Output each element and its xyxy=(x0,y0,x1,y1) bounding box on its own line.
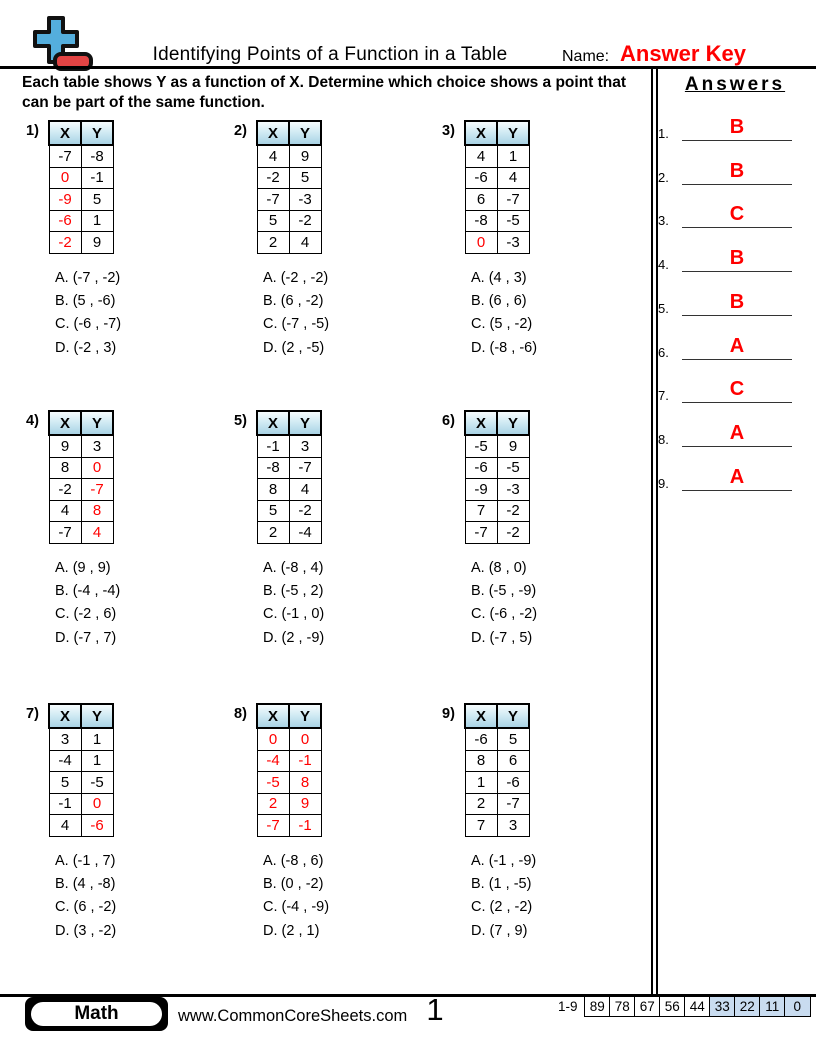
x-value-cell: 0 xyxy=(49,167,81,189)
answer-item xyxy=(658,281,798,317)
y-value-cell: 9 xyxy=(289,793,321,815)
table-row xyxy=(49,522,113,544)
column-header-y: Y xyxy=(81,121,113,145)
answer-blank-line xyxy=(682,271,792,272)
data-table xyxy=(48,120,114,254)
choice-item: A. (9 , 9) xyxy=(55,559,111,576)
column-header-x: X xyxy=(465,121,497,145)
table-row xyxy=(465,500,529,522)
x-value-cell: -6 xyxy=(465,167,497,189)
problem-body xyxy=(48,703,116,943)
choice-item: B. (6 , -2) xyxy=(263,292,324,309)
choices-list xyxy=(48,557,120,651)
y-value-cell: -2 xyxy=(289,500,321,522)
answer-letter: C xyxy=(729,203,745,226)
choice-item: C. (-2 , 6) xyxy=(55,606,117,623)
answer-letter: C xyxy=(729,378,745,401)
y-value-cell: 1 xyxy=(81,210,113,232)
y-value-cell: -3 xyxy=(497,232,529,254)
y-value-cell: -6 xyxy=(81,815,113,837)
x-value-cell: -1 xyxy=(49,793,81,815)
problem-body xyxy=(48,410,120,650)
x-value-cell: 1 xyxy=(465,772,497,794)
y-value-cell: -3 xyxy=(289,189,321,211)
table-row xyxy=(49,772,113,794)
x-value-cell: 7 xyxy=(465,815,497,837)
choices-list xyxy=(464,267,537,361)
answer-blank-line xyxy=(682,490,792,491)
choice-item: A. (-8 , 6) xyxy=(263,852,324,869)
choice-item: C. (2 , -2) xyxy=(471,899,533,916)
x-value-cell: -8 xyxy=(257,457,289,479)
column-header-y: Y xyxy=(289,704,321,728)
choices-list xyxy=(48,850,116,944)
y-value-cell: 9 xyxy=(497,435,529,457)
table-row xyxy=(257,167,321,189)
instructions-text: Each table shows Y as a function of X. Determine which choice shows a point that can be part of the same function. xyxy=(22,74,627,111)
answer-number: 1. xyxy=(658,126,669,141)
table-row xyxy=(257,750,321,772)
table-row xyxy=(49,232,113,254)
y-value-cell: -4 xyxy=(289,522,321,544)
problem-block xyxy=(26,410,120,650)
table-row xyxy=(465,167,529,189)
answer-key-value: Answer Key xyxy=(620,41,746,66)
x-value-cell: -7 xyxy=(465,522,497,544)
column-header-y: Y xyxy=(497,121,529,145)
choice-item: B. (-5 , 2) xyxy=(263,582,324,599)
x-value-cell: 0 xyxy=(465,232,497,254)
table-row xyxy=(49,145,113,167)
problem-body xyxy=(464,410,537,650)
x-value-cell: 3 xyxy=(49,728,81,750)
y-value-cell: -2 xyxy=(497,522,529,544)
column-header-x: X xyxy=(257,704,289,728)
table-row xyxy=(49,479,113,501)
answer-number: 5. xyxy=(658,300,669,316)
table-row xyxy=(257,210,321,232)
column-header-x: X xyxy=(465,704,497,728)
table-row xyxy=(465,479,529,501)
problem-number: 4) xyxy=(26,413,39,429)
x-value-cell: 8 xyxy=(465,750,497,772)
choice-item: D. (2 , -9) xyxy=(263,629,325,646)
answer-number: 2. xyxy=(658,169,669,185)
answer-number: 9. xyxy=(658,475,669,491)
header-rule xyxy=(0,66,816,69)
answer-letter: B xyxy=(729,116,745,138)
answer-number: 7. xyxy=(658,388,669,404)
table-row xyxy=(49,750,113,772)
table-row xyxy=(257,435,321,457)
y-value-cell: 1 xyxy=(81,750,113,772)
page-number: 1 xyxy=(426,992,444,1027)
problem-body xyxy=(464,120,537,360)
column-header-y: Y xyxy=(497,411,529,435)
choices-list xyxy=(464,850,536,944)
choice-item: A. (-8 , 4) xyxy=(263,559,324,576)
answer-item xyxy=(658,106,798,142)
y-value-cell: 5 xyxy=(289,167,321,189)
choice-item: D. (3 , -2) xyxy=(55,922,117,939)
y-value-cell: 4 xyxy=(497,167,529,189)
answers-heading: Answers xyxy=(684,74,786,95)
problem-body xyxy=(48,120,121,360)
table-row xyxy=(465,457,529,479)
choices-list xyxy=(48,267,121,361)
y-value-cell: 9 xyxy=(289,145,321,167)
x-value-cell: 4 xyxy=(257,145,289,167)
score-cell: 67 xyxy=(634,996,661,1017)
answer-item xyxy=(658,368,798,404)
column-header-x: X xyxy=(257,411,289,435)
answer-item xyxy=(658,150,798,186)
choices-list xyxy=(464,557,537,651)
score-cell: 33 xyxy=(709,996,736,1017)
table-row xyxy=(465,793,529,815)
math-badge xyxy=(25,997,168,1031)
column-header-x: X xyxy=(49,121,81,145)
name-label: Name: xyxy=(562,48,610,65)
x-value-cell: 5 xyxy=(257,500,289,522)
problem-number: 6) xyxy=(442,413,455,429)
answer-blank-line xyxy=(682,140,792,141)
choice-item: C. (6 , -2) xyxy=(55,899,117,916)
y-value-cell: 3 xyxy=(81,435,113,457)
data-table xyxy=(464,120,530,254)
table-row xyxy=(257,728,321,750)
problem-block xyxy=(234,120,329,360)
column-header-y: Y xyxy=(81,411,113,435)
table-row xyxy=(257,522,321,544)
y-value-cell: -5 xyxy=(497,457,529,479)
table-row xyxy=(49,189,113,211)
choice-item: C. (5 , -2) xyxy=(471,316,533,333)
y-value-cell: 4 xyxy=(289,232,321,254)
choice-item: A. (8 , 0) xyxy=(471,559,527,576)
choice-item: B. (6 , 6) xyxy=(471,292,527,309)
column-header-y: Y xyxy=(289,121,321,145)
subject-badge-label: Math xyxy=(31,1002,162,1026)
answer-number: 8. xyxy=(658,431,669,447)
problem-number: 5) xyxy=(234,413,247,429)
choice-item: B. (1 , -5) xyxy=(471,875,532,892)
x-value-cell: -5 xyxy=(465,435,497,457)
column-header-x: X xyxy=(49,411,81,435)
y-value-cell: -7 xyxy=(497,189,529,211)
choice-item: B. (5 , -6) xyxy=(55,292,116,309)
x-value-cell: 0 xyxy=(257,728,289,750)
score-cell: 22 xyxy=(734,996,761,1017)
problem-block xyxy=(442,703,536,943)
problem-number: 7) xyxy=(26,706,39,722)
table-row xyxy=(465,435,529,457)
data-table xyxy=(48,703,114,837)
problem-block xyxy=(234,410,324,650)
score-cell: 44 xyxy=(684,996,711,1017)
choice-item: D. (2 , 1) xyxy=(263,922,320,939)
table-row xyxy=(257,232,321,254)
choice-item: D. (-7 , 7) xyxy=(55,629,117,646)
x-value-cell: -2 xyxy=(49,479,81,501)
problem-number: 1) xyxy=(26,123,39,139)
y-value-cell: 1 xyxy=(497,145,529,167)
table-row xyxy=(465,189,529,211)
y-value-cell: -3 xyxy=(497,479,529,501)
column-header-y: Y xyxy=(497,704,529,728)
problem-block xyxy=(26,703,116,943)
answer-letter: A xyxy=(729,465,745,488)
x-value-cell: 4 xyxy=(49,815,81,837)
answer-item xyxy=(658,193,798,229)
y-value-cell: -5 xyxy=(81,772,113,794)
x-value-cell: -7 xyxy=(49,145,81,167)
choice-item: A. (-7 , -2) xyxy=(55,269,121,286)
y-value-cell: -7 xyxy=(81,479,113,501)
answer-item xyxy=(658,325,798,361)
answer-blank-line xyxy=(682,402,792,403)
y-value-cell: -8 xyxy=(81,145,113,167)
x-value-cell: -7 xyxy=(257,815,289,837)
data-table xyxy=(464,703,530,837)
y-value-cell: -2 xyxy=(497,500,529,522)
x-value-cell: 5 xyxy=(49,772,81,794)
answer-blank-line xyxy=(682,184,792,185)
table-row xyxy=(49,167,113,189)
table-row xyxy=(257,457,321,479)
table-row xyxy=(49,793,113,815)
y-value-cell: 6 xyxy=(497,750,529,772)
x-value-cell: 8 xyxy=(257,479,289,501)
x-value-cell: -5 xyxy=(257,772,289,794)
score-strip xyxy=(558,996,811,1017)
problem-number: 9) xyxy=(442,706,455,722)
x-value-cell: -7 xyxy=(257,189,289,211)
x-value-cell: 2 xyxy=(257,522,289,544)
choice-item: C. (-4 , -9) xyxy=(263,899,330,916)
choice-item: C. (-7 , -5) xyxy=(263,316,330,333)
answer-number: 3. xyxy=(658,213,669,229)
y-value-cell: 8 xyxy=(289,772,321,794)
y-value-cell: -2 xyxy=(289,210,321,232)
x-value-cell: -7 xyxy=(49,522,81,544)
website-url: www.CommonCoreSheets.com xyxy=(178,1007,408,1025)
table-row xyxy=(465,522,529,544)
answer-item xyxy=(658,456,798,492)
data-table xyxy=(48,410,114,544)
choices-list xyxy=(256,267,329,361)
x-value-cell: 9 xyxy=(49,435,81,457)
score-cell: 89 xyxy=(584,996,611,1017)
x-value-cell: 4 xyxy=(465,145,497,167)
choice-item: D. (-8 , -6) xyxy=(471,339,538,356)
problem-body xyxy=(256,410,324,650)
y-value-cell: 1 xyxy=(81,728,113,750)
problem-body xyxy=(256,120,329,360)
table-row xyxy=(49,210,113,232)
problem-body xyxy=(256,703,329,943)
answer-letter: B xyxy=(729,247,745,270)
data-table xyxy=(256,120,322,254)
y-value-cell: -1 xyxy=(81,167,113,189)
answer-number: 4. xyxy=(658,257,669,273)
answer-letter: A xyxy=(729,421,745,444)
x-value-cell: 6 xyxy=(465,189,497,211)
table-row xyxy=(49,815,113,837)
choice-item: A. (4 , 3) xyxy=(471,269,527,286)
score-range-label: 1-9 xyxy=(558,999,578,1014)
x-value-cell: -6 xyxy=(465,728,497,750)
x-value-cell: -4 xyxy=(49,750,81,772)
table-row xyxy=(257,793,321,815)
choices-list xyxy=(256,850,329,944)
y-value-cell: -1 xyxy=(289,815,321,837)
y-value-cell: 0 xyxy=(81,457,113,479)
column-header-x: X xyxy=(465,411,497,435)
problem-body xyxy=(464,703,536,943)
answer-letter: B xyxy=(729,159,745,182)
problem-block xyxy=(442,120,537,360)
column-header-y: Y xyxy=(289,411,321,435)
x-value-cell: 2 xyxy=(257,232,289,254)
choice-item: B. (-5 , -9) xyxy=(471,582,537,599)
y-value-cell: 5 xyxy=(81,189,113,211)
y-value-cell: -5 xyxy=(497,210,529,232)
table-row xyxy=(257,479,321,501)
table-row xyxy=(49,500,113,522)
column-header-x: X xyxy=(257,121,289,145)
choice-item: A. (-2 , -2) xyxy=(263,269,329,286)
score-cell: 11 xyxy=(759,996,786,1017)
answer-number: 6. xyxy=(658,344,669,360)
answer-letter: B xyxy=(729,290,745,313)
choices-list xyxy=(256,557,324,651)
answer-blank-line xyxy=(682,227,792,228)
score-cell: 78 xyxy=(609,996,636,1017)
data-table xyxy=(256,410,322,544)
x-value-cell: 5 xyxy=(257,210,289,232)
column-header-y: Y xyxy=(81,704,113,728)
table-row xyxy=(465,232,529,254)
problem-number: 2) xyxy=(234,123,247,139)
y-value-cell: 4 xyxy=(289,479,321,501)
x-value-cell: 8 xyxy=(49,457,81,479)
problem-block xyxy=(26,120,121,360)
table-row xyxy=(257,189,321,211)
x-value-cell: -1 xyxy=(257,435,289,457)
problem-number: 3) xyxy=(442,123,455,139)
y-value-cell: 5 xyxy=(497,728,529,750)
answer-letter: A xyxy=(729,334,745,357)
y-value-cell: 8 xyxy=(81,500,113,522)
choice-item: B. (4 , -8) xyxy=(55,875,116,892)
table-row xyxy=(465,210,529,232)
data-table xyxy=(464,410,530,544)
x-value-cell: -6 xyxy=(49,210,81,232)
score-cells xyxy=(586,996,811,1017)
x-value-cell: 7 xyxy=(465,500,497,522)
data-table xyxy=(256,703,322,837)
choice-item: B. (-4 , -4) xyxy=(55,582,121,599)
y-value-cell: -7 xyxy=(289,457,321,479)
x-value-cell: -4 xyxy=(257,750,289,772)
y-value-cell: 9 xyxy=(81,232,113,254)
choice-item: D. (2 , -5) xyxy=(263,339,325,356)
table-row xyxy=(49,435,113,457)
table-row xyxy=(257,145,321,167)
choice-item: A. (-1 , -9) xyxy=(471,852,537,869)
choice-item: D. (-7 , 5) xyxy=(471,629,533,646)
score-cell: 56 xyxy=(659,996,686,1017)
x-value-cell: -2 xyxy=(49,232,81,254)
choice-item: C. (-6 , -7) xyxy=(55,316,122,333)
problem-block xyxy=(234,703,329,943)
x-value-cell: -2 xyxy=(257,167,289,189)
x-value-cell: -9 xyxy=(49,189,81,211)
y-value-cell: 3 xyxy=(497,815,529,837)
x-value-cell: -8 xyxy=(465,210,497,232)
x-value-cell: -9 xyxy=(465,479,497,501)
x-value-cell: -6 xyxy=(465,457,497,479)
answers-divider xyxy=(651,69,658,996)
page-title: Identifying Points of a Function in a Table xyxy=(152,44,508,65)
table-row xyxy=(257,772,321,794)
table-row xyxy=(465,772,529,794)
y-value-cell: -7 xyxy=(497,793,529,815)
table-row xyxy=(465,750,529,772)
x-value-cell: 2 xyxy=(465,793,497,815)
choice-item: D. (-2 , 3) xyxy=(55,339,117,356)
table-row xyxy=(49,728,113,750)
y-value-cell: 3 xyxy=(289,435,321,457)
choice-item: A. (-1 , 7) xyxy=(55,852,116,869)
table-row xyxy=(465,145,529,167)
problem-number: 8) xyxy=(234,706,247,722)
problem-block xyxy=(442,410,537,650)
y-value-cell: 4 xyxy=(81,522,113,544)
choice-item: B. (0 , -2) xyxy=(263,875,324,892)
x-value-cell: 4 xyxy=(49,500,81,522)
score-cell: 0 xyxy=(784,996,811,1017)
column-header-x: X xyxy=(49,704,81,728)
x-value-cell: 2 xyxy=(257,793,289,815)
table-row xyxy=(465,728,529,750)
y-value-cell: -1 xyxy=(289,750,321,772)
answer-blank-line xyxy=(682,315,792,316)
answer-blank-line xyxy=(682,359,792,360)
table-row xyxy=(49,457,113,479)
answer-item xyxy=(658,412,798,448)
choice-item: C. (-1 , 0) xyxy=(263,606,325,623)
table-row xyxy=(257,500,321,522)
table-row xyxy=(465,815,529,837)
answer-blank-line xyxy=(682,446,792,447)
y-value-cell: 0 xyxy=(289,728,321,750)
answer-item xyxy=(658,237,798,273)
table-row xyxy=(257,815,321,837)
choice-item: C. (-6 , -2) xyxy=(471,606,538,623)
choice-item: D. (7 , 9) xyxy=(471,922,528,939)
y-value-cell: 0 xyxy=(81,793,113,815)
y-value-cell: -6 xyxy=(497,772,529,794)
